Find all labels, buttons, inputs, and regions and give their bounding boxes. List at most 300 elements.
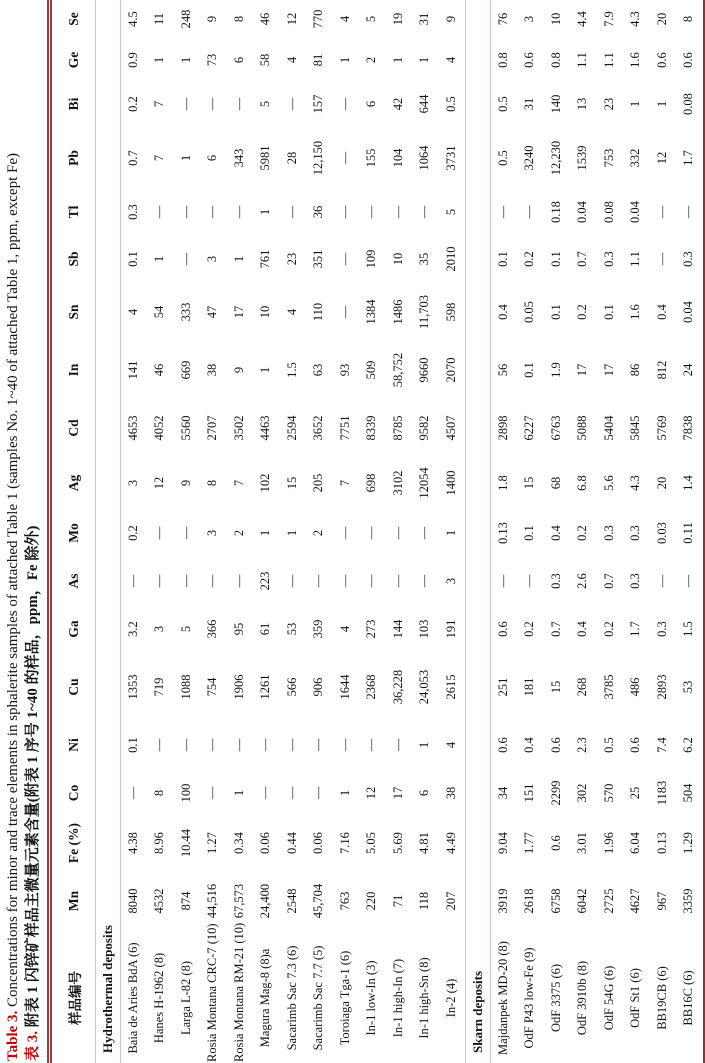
value-cell: 1 bbox=[258, 366, 272, 374]
value-cell: 38 bbox=[443, 786, 458, 800]
table-row bbox=[517, 0, 544, 1063]
value-cell: 5981 bbox=[258, 145, 272, 171]
value-cell: 4507 bbox=[443, 415, 458, 441]
value-cell: 34 bbox=[495, 786, 510, 800]
value-cell: 0.6 bbox=[548, 737, 563, 753]
column-header-Sb: Sb bbox=[50, 235, 96, 283]
value-cell: 333 bbox=[178, 302, 193, 322]
value-cell: 7.9 bbox=[601, 11, 616, 27]
value-cell: 12,150 bbox=[311, 140, 325, 176]
value-cell: 35 bbox=[417, 252, 431, 266]
value-cell: 2707 bbox=[205, 415, 219, 441]
value-cell: 10 bbox=[258, 305, 272, 319]
value-cell: 1 bbox=[231, 255, 246, 263]
value-cell: 0.4 bbox=[575, 621, 589, 637]
sample-name-cell: Magura Mag-8 (8)a bbox=[258, 948, 272, 1048]
value-cell: 9582 bbox=[417, 415, 431, 441]
sample-name-cell: In-1 high-Sn (8) bbox=[417, 957, 431, 1039]
value-cell: 3.2 bbox=[125, 621, 140, 637]
value-cell: 1 bbox=[417, 741, 431, 749]
value-cell: — bbox=[231, 738, 246, 752]
value-cell: 144 bbox=[390, 619, 405, 639]
value-cell: 1.27 bbox=[205, 832, 219, 854]
value-cell: 0.2 bbox=[125, 525, 140, 541]
value-cell: 1486 bbox=[390, 299, 405, 325]
value-cell: 1183 bbox=[654, 780, 669, 806]
value-cell: 7.4 bbox=[654, 737, 669, 753]
value-cell: 1906 bbox=[231, 674, 246, 700]
column-header-Tl: Tl bbox=[50, 189, 96, 235]
value-cell: — bbox=[364, 574, 378, 588]
value-cell: 205 bbox=[311, 473, 325, 493]
column-header-In: In bbox=[50, 341, 96, 399]
value-cell: 9 bbox=[443, 15, 458, 23]
value-cell: 8339 bbox=[364, 415, 378, 441]
value-cell: 570 bbox=[601, 783, 616, 803]
group-label: Skarn deposits bbox=[466, 0, 491, 1063]
value-cell: 0.2 bbox=[601, 621, 616, 637]
value-cell: 25 bbox=[628, 786, 642, 800]
value-cell: 1.6 bbox=[628, 304, 642, 320]
value-cell: — bbox=[205, 738, 219, 752]
value-cell: 1.1 bbox=[601, 52, 616, 68]
value-cell: 0.6 bbox=[628, 737, 642, 753]
value-cell: 1 bbox=[443, 529, 458, 537]
value-cell: 24 bbox=[681, 363, 695, 377]
sample-name-cell: Baia de Aries BdA (6) bbox=[125, 942, 140, 1054]
value-cell: 7 bbox=[337, 479, 352, 487]
value-cell: — bbox=[205, 97, 219, 111]
value-cell: 0.05 bbox=[522, 301, 536, 323]
value-cell: 0.4 bbox=[654, 304, 669, 320]
sample-name-cell: In-2 (4) bbox=[443, 978, 458, 1018]
value-cell: 2725 bbox=[601, 888, 616, 914]
value-cell: 47 bbox=[205, 305, 219, 319]
value-cell: — bbox=[178, 97, 193, 111]
value-cell: 76 bbox=[495, 12, 510, 26]
value-cell: 12 bbox=[284, 12, 299, 26]
value-cell: 3.01 bbox=[575, 832, 589, 854]
value-cell: 1 bbox=[337, 789, 352, 797]
value-cell: 0.4 bbox=[522, 737, 536, 753]
value-cell: 53 bbox=[681, 680, 695, 694]
value-cell: 71 bbox=[390, 894, 405, 908]
table-row bbox=[306, 0, 333, 1063]
value-cell: 0.18 bbox=[548, 201, 563, 223]
value-cell: 181 bbox=[522, 677, 536, 697]
value-cell: 770 bbox=[311, 9, 325, 29]
value-cell: 4 bbox=[443, 741, 458, 749]
value-cell: 81 bbox=[311, 53, 325, 67]
table-row bbox=[544, 0, 571, 1063]
value-cell: 0.8 bbox=[548, 52, 563, 68]
table-row bbox=[597, 0, 624, 1063]
value-cell: 0.1 bbox=[601, 304, 616, 320]
value-cell: 9.04 bbox=[495, 832, 510, 854]
table-row bbox=[490, 0, 517, 1063]
value-cell: 6763 bbox=[548, 415, 563, 441]
value-cell: 644 bbox=[417, 94, 431, 114]
value-cell: 1 bbox=[628, 100, 642, 108]
value-cell: 0.34 bbox=[231, 832, 246, 854]
value-cell: 3 bbox=[205, 255, 219, 263]
value-cell: — bbox=[364, 205, 378, 219]
value-cell: 24,053 bbox=[417, 669, 431, 705]
table-row bbox=[280, 0, 307, 1063]
value-cell: — bbox=[205, 574, 219, 588]
sample-name-cell: Sacarimb Sac 7.7 (5) bbox=[311, 945, 325, 1051]
table-row bbox=[227, 0, 254, 1063]
table-row bbox=[623, 0, 650, 1063]
value-cell: 3502 bbox=[231, 415, 246, 441]
value-cell: 874 bbox=[178, 891, 193, 911]
value-cell: 5088 bbox=[575, 415, 589, 441]
value-cell: — bbox=[495, 205, 510, 219]
value-cell: 31 bbox=[417, 12, 431, 26]
value-cell: 155 bbox=[364, 148, 378, 168]
column-header-Bi: Bi bbox=[50, 81, 96, 127]
value-cell: 8.96 bbox=[152, 832, 166, 854]
value-cell: — bbox=[337, 574, 352, 588]
value-cell: 102 bbox=[258, 473, 272, 493]
value-cell: — bbox=[417, 574, 431, 588]
value-cell: 4532 bbox=[152, 888, 166, 914]
value-cell: 220 bbox=[364, 891, 378, 911]
caption-line-english bbox=[3, 0, 23, 1061]
value-cell: 1.5 bbox=[681, 621, 695, 637]
value-cell: 4 bbox=[337, 625, 352, 633]
value-cell: 20 bbox=[654, 476, 669, 490]
value-cell: 1.9 bbox=[548, 362, 563, 378]
value-cell: 0.5 bbox=[443, 96, 458, 112]
value-cell: 24,400 bbox=[258, 883, 272, 919]
value-cell: — bbox=[284, 786, 299, 800]
value-cell: 1.8 bbox=[495, 475, 510, 491]
value-cell: 906 bbox=[311, 677, 325, 697]
table-body bbox=[96, 0, 704, 1063]
value-cell: 11,703 bbox=[417, 295, 431, 329]
value-cell: — bbox=[284, 738, 299, 752]
column-header-Cu: Cu bbox=[50, 653, 96, 721]
value-cell: 5.6 bbox=[601, 475, 616, 491]
value-cell: 8 bbox=[152, 789, 166, 797]
value-cell: — bbox=[390, 526, 405, 540]
value-cell: — bbox=[654, 205, 669, 219]
table-title-chinese: 附表 1 闪锌矿样品主微量元素含量(附表 1 序号 1~40 的样品，ppm，Fe 除外) bbox=[25, 525, 41, 1028]
value-cell: 0.4 bbox=[495, 304, 510, 320]
sample-name-cell: Larga L-82 (8) bbox=[178, 960, 193, 1036]
value-cell: 0.1 bbox=[125, 251, 140, 267]
value-cell: 17 bbox=[390, 786, 405, 800]
column-header-Ga: Ga bbox=[50, 605, 96, 653]
value-cell: 504 bbox=[681, 783, 695, 803]
value-cell: 1400 bbox=[443, 470, 458, 496]
value-cell: 3102 bbox=[390, 470, 405, 496]
value-cell: 17 bbox=[601, 363, 616, 377]
table-title-english: Concentrations for minor and trace elements in sphalerite samples of attached Table 1 (samples No. 1~40 of attached Table 1, ppm, except Fe) bbox=[5, 153, 21, 1007]
value-cell: 9 bbox=[205, 15, 219, 23]
value-cell: 31 bbox=[522, 97, 536, 111]
value-cell: 0.8 bbox=[495, 52, 510, 68]
value-cell: 343 bbox=[231, 148, 246, 168]
value-cell: 2 bbox=[311, 529, 325, 537]
value-cell: — bbox=[284, 97, 299, 111]
value-cell: 0.13 bbox=[495, 522, 510, 544]
value-cell: 38 bbox=[205, 363, 219, 377]
value-cell: 4 bbox=[443, 56, 458, 64]
value-cell: — bbox=[231, 205, 246, 219]
value-cell: 4 bbox=[284, 308, 299, 316]
value-cell: — bbox=[125, 574, 140, 588]
sample-name-cell: OdF 54G (6) bbox=[601, 965, 616, 1031]
value-cell: 0.6 bbox=[681, 52, 695, 68]
value-cell: 17 bbox=[231, 305, 246, 319]
value-cell: 4052 bbox=[152, 415, 166, 441]
value-cell: — bbox=[390, 574, 405, 588]
value-cell: 2 bbox=[231, 529, 246, 537]
value-cell: — bbox=[364, 526, 378, 540]
table-row bbox=[253, 0, 280, 1063]
value-cell: — bbox=[654, 574, 669, 588]
value-cell: 1 bbox=[178, 56, 193, 64]
value-cell: 598 bbox=[443, 302, 458, 322]
value-cell: 0.6 bbox=[495, 737, 510, 753]
value-cell: — bbox=[178, 205, 193, 219]
value-cell: 6.04 bbox=[628, 832, 642, 854]
sample-name-cell: In-1 low-In (3) bbox=[364, 960, 378, 1036]
value-cell: 0.08 bbox=[681, 93, 695, 115]
value-cell: 0.2 bbox=[575, 525, 589, 541]
value-cell: 669 bbox=[178, 360, 193, 380]
value-cell: 6 bbox=[417, 789, 431, 797]
column-header-As: As bbox=[50, 557, 96, 605]
value-cell: 0.3 bbox=[125, 204, 140, 220]
value-cell: 5 bbox=[443, 208, 458, 216]
value-cell: 754 bbox=[205, 677, 219, 697]
value-cell: 140 bbox=[548, 94, 563, 114]
value-cell: 1.77 bbox=[522, 832, 536, 854]
value-cell: 63 bbox=[311, 363, 325, 377]
value-cell: 86 bbox=[628, 363, 642, 377]
value-cell: 0.3 bbox=[601, 251, 616, 267]
table-header bbox=[50, 0, 96, 1063]
value-cell: 45,704 bbox=[311, 883, 325, 919]
value-cell: 0.08 bbox=[601, 201, 616, 223]
value-cell: 2368 bbox=[364, 674, 378, 700]
table-row bbox=[676, 0, 704, 1063]
sample-name-cell: OdF 3910b (8) bbox=[575, 960, 589, 1036]
value-cell: 4.4 bbox=[575, 11, 589, 27]
value-cell: 28 bbox=[284, 151, 299, 165]
value-cell: 58 bbox=[258, 53, 272, 67]
value-cell: 1.4 bbox=[681, 475, 695, 491]
value-cell: 5 bbox=[178, 625, 193, 633]
value-cell: 1.1 bbox=[575, 52, 589, 68]
value-cell: 0.2 bbox=[575, 304, 589, 320]
value-cell: 0.44 bbox=[284, 832, 299, 854]
value-cell: 0.9 bbox=[125, 52, 140, 68]
value-cell: 0.1 bbox=[548, 251, 563, 267]
value-cell: 0.3 bbox=[654, 621, 669, 637]
sample-name-cell: Toroiaga Tga-1 (6) bbox=[337, 950, 352, 1046]
value-cell: 0.5 bbox=[495, 150, 510, 166]
value-cell: 3 bbox=[152, 625, 166, 633]
table-row bbox=[200, 0, 227, 1063]
value-cell: 1 bbox=[152, 255, 166, 263]
value-cell: 1064 bbox=[417, 145, 431, 171]
column-header-Cd: Cd bbox=[50, 399, 96, 457]
table-row bbox=[650, 0, 677, 1063]
value-cell: 12 bbox=[654, 151, 669, 165]
value-cell: 0.6 bbox=[654, 52, 669, 68]
value-cell: 1.96 bbox=[601, 832, 616, 854]
sample-name-cell: Hanes H-1962 (8) bbox=[152, 952, 166, 1044]
value-cell: 42 bbox=[390, 97, 405, 111]
value-cell: 0.7 bbox=[575, 251, 589, 267]
value-cell: 1 bbox=[258, 208, 272, 216]
value-cell: — bbox=[417, 205, 431, 219]
value-cell: 1.5 bbox=[284, 362, 299, 378]
value-cell: 3 bbox=[125, 479, 140, 487]
value-cell: — bbox=[152, 738, 166, 752]
value-cell: — bbox=[125, 786, 140, 800]
header-row bbox=[50, 0, 96, 1063]
value-cell: 0.6 bbox=[522, 52, 536, 68]
value-cell: 109 bbox=[364, 249, 378, 269]
value-cell: 6758 bbox=[548, 888, 563, 914]
value-cell: 719 bbox=[152, 677, 166, 697]
value-cell: 20 bbox=[654, 12, 669, 26]
value-cell: 5 bbox=[364, 15, 378, 23]
value-cell: 191 bbox=[443, 619, 458, 639]
value-cell: 54 bbox=[152, 305, 166, 319]
value-cell: 15 bbox=[522, 476, 536, 490]
column-header-Ni: Ni bbox=[50, 721, 96, 769]
column-header-Se: Se bbox=[50, 0, 96, 39]
value-cell: 23 bbox=[601, 97, 616, 111]
value-cell: 46 bbox=[152, 363, 166, 377]
value-cell: 4.5 bbox=[125, 11, 140, 27]
value-cell: — bbox=[258, 786, 272, 800]
value-cell: — bbox=[284, 205, 299, 219]
value-cell: 0.1 bbox=[522, 362, 536, 378]
value-cell: 302 bbox=[575, 783, 589, 803]
sample-name-cell: Majdanpek MD-20 (8) bbox=[495, 941, 510, 1055]
value-cell: — bbox=[311, 574, 325, 588]
value-cell: — bbox=[681, 574, 695, 588]
column-header-Ag: Ag bbox=[50, 457, 96, 509]
table-row bbox=[174, 0, 201, 1063]
value-cell: — bbox=[152, 574, 166, 588]
value-cell: 6 bbox=[231, 56, 246, 64]
value-cell: — bbox=[337, 252, 352, 266]
value-cell: 95 bbox=[231, 622, 246, 636]
value-cell: 93 bbox=[337, 363, 352, 377]
value-cell: 0.04 bbox=[628, 201, 642, 223]
value-cell: 3731 bbox=[443, 145, 458, 171]
group-row bbox=[96, 0, 121, 1063]
sample-name-cell: OdF P43 low-Fe (9) bbox=[522, 947, 536, 1049]
value-cell: 0.7 bbox=[601, 573, 616, 589]
value-cell: — bbox=[311, 738, 325, 752]
value-cell: 6227 bbox=[522, 415, 536, 441]
value-cell: 0.11 bbox=[681, 522, 695, 544]
value-cell: 4.49 bbox=[443, 832, 458, 854]
value-cell: 6 bbox=[205, 154, 219, 162]
column-header-Co: Co bbox=[50, 769, 96, 817]
value-cell: 223 bbox=[258, 571, 272, 591]
value-cell: 17 bbox=[575, 363, 589, 377]
column-header-Fe: Fe (%) bbox=[50, 817, 96, 869]
value-cell: 5845 bbox=[628, 415, 642, 441]
value-cell: 8040 bbox=[125, 888, 140, 914]
value-cell: — bbox=[178, 526, 193, 540]
value-cell: 3919 bbox=[495, 888, 510, 914]
column-header-Mn: Mn bbox=[50, 869, 96, 933]
value-cell: 2299 bbox=[548, 780, 563, 806]
value-cell: 53 bbox=[284, 622, 299, 636]
group-row bbox=[466, 0, 491, 1063]
value-cell: — bbox=[390, 738, 405, 752]
value-cell: 6042 bbox=[575, 888, 589, 914]
value-cell: 0.1 bbox=[495, 251, 510, 267]
value-cell: — bbox=[178, 738, 193, 752]
value-cell: 1.29 bbox=[681, 832, 695, 854]
value-cell: 509 bbox=[364, 360, 378, 380]
value-cell: 4 bbox=[284, 56, 299, 64]
value-cell: 0.04 bbox=[575, 201, 589, 223]
value-cell: — bbox=[337, 151, 352, 165]
value-cell: 1539 bbox=[575, 145, 589, 171]
value-cell: 1.7 bbox=[681, 150, 695, 166]
value-cell: 36,228 bbox=[390, 669, 405, 705]
value-cell: 1 bbox=[337, 56, 352, 64]
sample-name-cell: Rosia Montana CRC-7 (10) bbox=[205, 923, 219, 1062]
value-cell: 4.3 bbox=[628, 11, 642, 27]
value-cell: — bbox=[231, 97, 246, 111]
value-cell: 0.2 bbox=[522, 251, 536, 267]
value-cell: — bbox=[205, 786, 219, 800]
value-cell: 763 bbox=[337, 891, 352, 911]
value-cell: 4627 bbox=[628, 888, 642, 914]
sample-name-cell: In-1 high-In (7) bbox=[390, 958, 405, 1038]
value-cell: 1.7 bbox=[628, 621, 642, 637]
value-cell: 486 bbox=[628, 677, 642, 697]
value-cell: 4653 bbox=[125, 415, 140, 441]
value-cell: 9 bbox=[231, 366, 246, 374]
value-cell: 0.4 bbox=[548, 525, 563, 541]
value-cell: 2898 bbox=[495, 415, 510, 441]
value-cell: 0.06 bbox=[258, 832, 272, 854]
value-cell: 0.5 bbox=[601, 737, 616, 753]
caption-line-chinese bbox=[23, 0, 43, 1061]
value-cell: — bbox=[654, 252, 669, 266]
value-cell: 0.2 bbox=[522, 621, 536, 637]
value-cell: 5560 bbox=[178, 415, 193, 441]
value-cell: 1 bbox=[258, 529, 272, 537]
value-cell: — bbox=[364, 738, 378, 752]
value-cell: 5769 bbox=[654, 415, 669, 441]
value-cell: 1 bbox=[417, 56, 431, 64]
value-cell: 366 bbox=[205, 619, 219, 639]
value-cell: 0.3 bbox=[628, 573, 642, 589]
value-cell: 1 bbox=[390, 56, 405, 64]
value-cell: 1 bbox=[152, 56, 166, 64]
value-cell: — bbox=[337, 526, 352, 540]
column-header-Pb: Pb bbox=[50, 127, 96, 189]
value-cell: — bbox=[390, 205, 405, 219]
value-cell: 967 bbox=[654, 891, 669, 911]
